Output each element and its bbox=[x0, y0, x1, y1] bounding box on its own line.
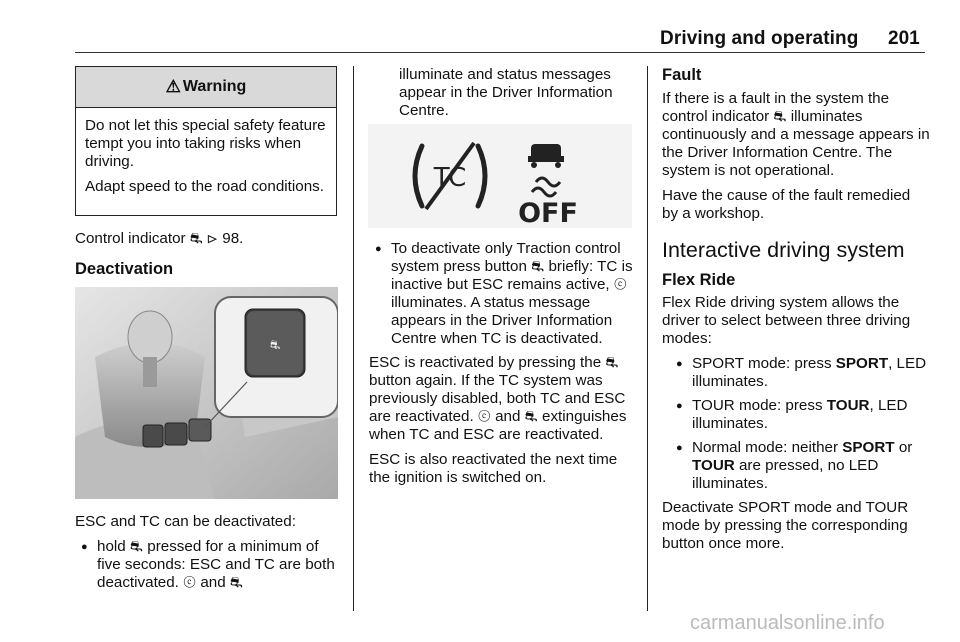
warning-text-2: Adapt speed to the road conditions. bbox=[85, 178, 324, 195]
off-label: OFF bbox=[518, 198, 578, 228]
page-number: 201 bbox=[888, 28, 920, 49]
deactivate-modes-text: Deactivate SPORT mode and TOUR mode by pressing the corresponding button once more. bbox=[662, 499, 909, 552]
tc-deactivate-list bbox=[369, 240, 634, 348]
warning-triangle-icon: ⚠ bbox=[165, 77, 181, 96]
tc-off-icon bbox=[415, 143, 485, 209]
column-divider-1 bbox=[353, 66, 354, 611]
interactive-driving-heading: Interactive driving system bbox=[662, 238, 905, 262]
page-header-title: Driving and operating bbox=[660, 28, 859, 49]
gear-shift-console-photo bbox=[75, 287, 338, 499]
list-item-normal-mode: ● Normal mode: neither SPORT or TOUR are pressed, no LED illuminates. bbox=[670, 439, 930, 493]
driving-modes-list bbox=[662, 355, 930, 493]
console-illustration bbox=[75, 287, 338, 499]
column-2-text-lower bbox=[369, 240, 634, 494]
flex-ride-intro: Flex Ride driving system allows the driver to select between three driving modes: bbox=[662, 294, 911, 347]
continued-text: illuminate and status messages appear in the Driver Information Centre. bbox=[399, 66, 613, 119]
column-2-text-top bbox=[369, 66, 634, 127]
watermark: carmanualsonline.info bbox=[690, 612, 885, 634]
list-item-hold: ● hold ⛐ pressed for a minimum of five seconds: ESC and TC are both deactivated. ⓒ and ⛐ bbox=[75, 538, 345, 592]
flex-ride-heading: Flex Ride bbox=[662, 271, 736, 289]
esc-reactivated-text: ESC is reactivated by pressing the ⛐ button again. If the TC system was previously disabled, both TC and ESC are reactivated. ⓒ and ⛐ extinguishes when TC and ESC are reactivated. bbox=[369, 354, 627, 443]
control-indicator-ref: Control indicator ⛐ ⊳ 98. bbox=[75, 230, 244, 247]
column-divider-2 bbox=[647, 66, 648, 611]
warning-text-1: Do not let this special safety feature tempt you into taking risks when driving. bbox=[85, 117, 326, 170]
warning-title: Warning bbox=[182, 78, 247, 95]
tc-and-esc-off-icons bbox=[368, 124, 632, 228]
fault-text-2: Have the cause of the fault remedied by a workshop. bbox=[662, 187, 911, 222]
column-1-text bbox=[75, 230, 340, 285]
fault-heading: Fault bbox=[662, 66, 702, 84]
svg-text:⛐: ⛐ bbox=[269, 338, 281, 352]
deactivation-list bbox=[75, 538, 345, 592]
list-item-tour-mode: ● TOUR mode: press TOUR, LED illuminates. bbox=[670, 397, 930, 433]
esc-also-reactivated-text: ESC is also reactivated the next time the ignition is switched on. bbox=[369, 451, 618, 486]
column-1-text-lower bbox=[75, 513, 345, 598]
deactivation-intro: ESC and TC can be deactivated: bbox=[75, 513, 296, 530]
header-rule bbox=[75, 52, 925, 53]
warning-body bbox=[76, 108, 336, 196]
list-item-traction-control: ● To deactivate only Traction control system press button ⛐ briefly: TC is inactive but ESC remains active, ⓒ illuminates. A status message appears in the Driver Information Centre when TC is deactivated. bbox=[369, 240, 634, 348]
deactivation-heading: Deactivation bbox=[75, 260, 174, 278]
list-item-sport-mode: ● SPORT mode: press SPORT, LED illuminates. bbox=[670, 355, 930, 391]
warning-box bbox=[75, 66, 337, 216]
tc-label: TC bbox=[433, 163, 467, 193]
warning-header bbox=[76, 67, 336, 108]
esc-off-icon bbox=[518, 144, 578, 228]
control-indicator-icons bbox=[368, 124, 632, 228]
column-3-text bbox=[662, 66, 930, 560]
fault-text-1: If there is a fault in the system the control indicator ⛐ illuminates continuously and a message appears in the Driver Information Centre. The system is not operational. bbox=[662, 90, 930, 179]
